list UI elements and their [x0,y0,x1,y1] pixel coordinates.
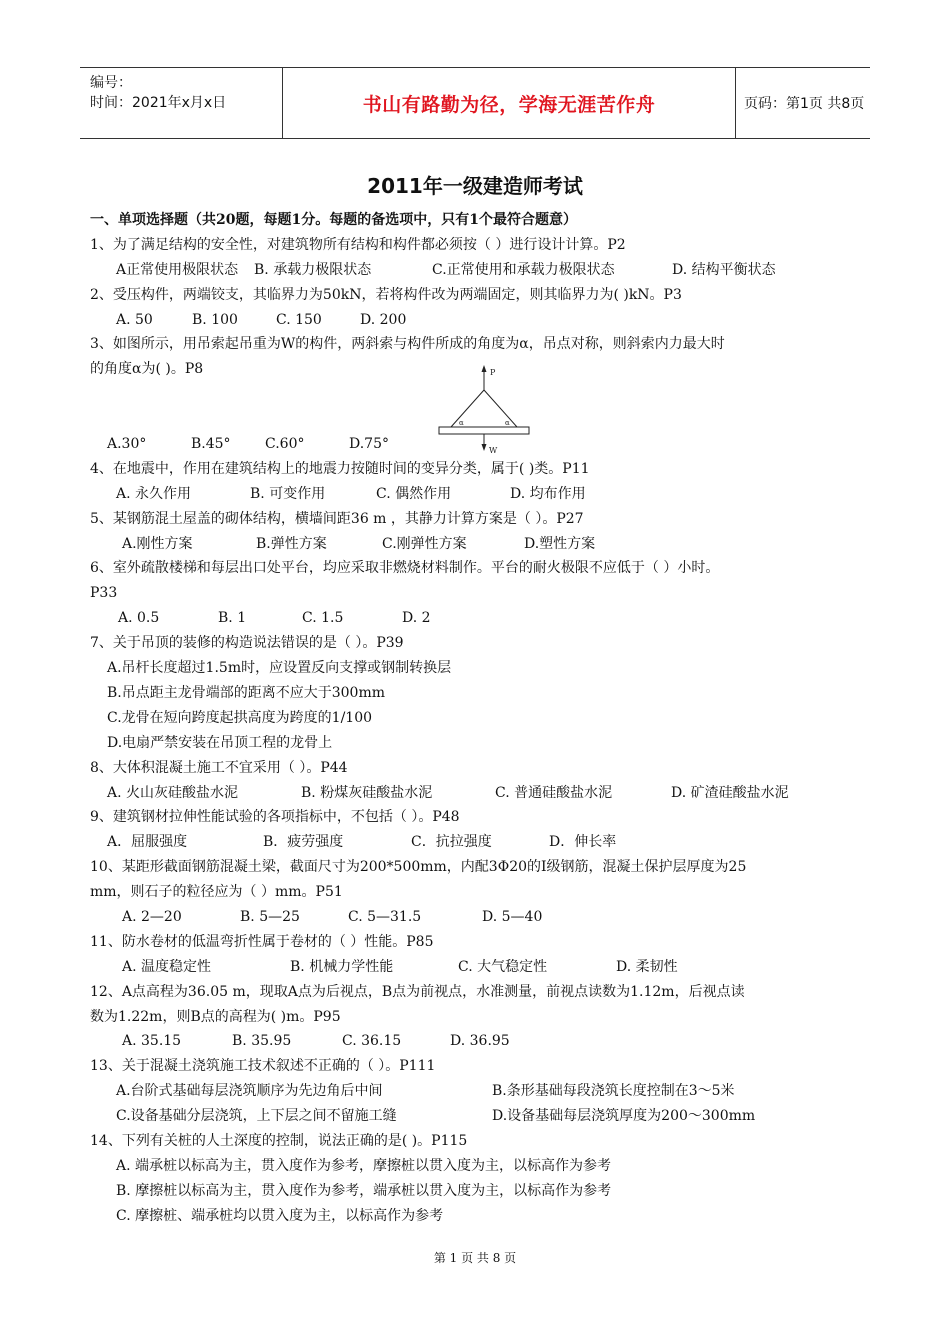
option-c: C．抗拉强度 [411,834,492,851]
question-12-cont: 数为1.22m，则B点的高程为( )m。P95 [90,1008,341,1025]
angle-left: α [459,419,464,427]
option-d: D.塑性方案 [524,535,596,552]
question-11: 11、防水卷材的低温弯折性属于卷材的（ ）性能。P85 [90,933,434,950]
option-a: A.刚性方案 [122,535,193,552]
arrow-head-down [482,444,487,451]
option-b: B．疲劳强度 [263,834,344,851]
option-b: B. 1 [218,610,247,627]
question-10-options [90,905,880,930]
option-a: A. 50 [116,311,153,328]
option-b: B. 机械力学性能 [290,958,394,975]
question-7-option-a: A.吊杆长度超过1.5m时，应设置反向支撑或钢制转换层 [107,660,452,677]
option-b: B.弹性方案 [256,535,327,552]
label-w: W [489,446,498,455]
option-d: D. 200 [360,311,407,328]
option-d: D. 结构平衡状态 [672,261,776,278]
sling-left [451,390,484,427]
option-b: B. 粉煤灰硅酸盐水泥 [301,784,433,801]
option-c: C.正常使用和承载力极限状态 [432,261,615,278]
option-d: D. 柔韧性 [616,958,678,975]
header-meta [80,68,282,138]
option-d: D．伸长率 [549,834,617,851]
option-d: D. 36.95 [450,1033,510,1050]
question-4-options [90,482,880,507]
question-list [90,208,880,1229]
question-13-options-row1 [90,1079,880,1104]
option-c: C.设备基础分层浇筑，上下层之间不留施工缝 [116,1108,397,1125]
option-b: B.45° [191,436,231,453]
option-b: B. 35.95 [232,1033,292,1050]
question-1-options [90,258,880,283]
question-14-option-b: B. 摩擦桩以标高为主，贯入度作为参考，端承桩以贯入度为主，以标高作为参考 [116,1182,612,1199]
question-2-options [90,308,880,333]
page-number-label: 页码：第1页 共8页 [744,96,865,112]
option-a: A. 永久作用 [116,485,192,502]
option-a: A. 0.5 [118,610,160,627]
option-b: B. 5—25 [240,908,300,925]
question-13-options-row2 [90,1104,880,1129]
option-d: D. 矿渣硅酸盐水泥 [671,784,789,801]
option-b: B. 可变作用 [250,485,326,502]
arrow-head-up [482,365,487,372]
option-a: A正常使用极限状态 [116,261,239,278]
option-d: D. 2 [402,610,431,627]
option-a: A. 35.15 [122,1033,182,1050]
page-footer: 第 1 页 共 8 页 [433,1251,517,1265]
question-14-option-c: C. 摩擦桩、端承桩均以贯入度为主，以标高作为参考 [116,1207,444,1224]
question-12: 12、A点高程为36.05 m，现取A点为后视点，B点为前视点，水准测量，前视点读数为1.12m，后视点读 [90,983,745,1000]
question-9-options [90,830,880,855]
option-c: C. 普通硅酸盐水泥 [495,784,613,801]
option-c: C.60° [265,436,305,453]
option-a: A. 2—20 [122,908,182,925]
time-label: 时间：2021年x月x日 [90,95,227,111]
sling-right [484,390,517,427]
option-c: C. 150 [276,311,322,328]
option-a: A.30° [107,436,147,453]
option-a: A. 温度稳定性 [122,958,212,975]
option-d: D. 均布作用 [510,485,586,502]
option-a: A.台阶式基础每层浇筑顺序为先边角后中间 [116,1083,383,1100]
document-title: 2011年一级建造师考试 [367,174,583,198]
question-14-option-a: A. 端承桩以标高为主，贯入度作为参考，摩擦桩以贯入度为主，以标高作为参考 [116,1157,612,1174]
question-7: 7、关于吊顶的装修的构造说法错误的是（ ）。P39 [90,635,404,652]
section-heading: 一、单项选择题（共20题，每题1分。每题的备选项中，只有1个最符合题意） [90,212,577,228]
option-c: C. 36.15 [342,1033,402,1050]
code-label: 编号： [90,75,132,91]
question-6-cont: P33 [90,585,118,602]
question-3: 3、如图所示，用吊索起吊重为W的构件，两斜索与构件所成的角度为α，吊点对称，则斜索内力最大时 [90,336,725,353]
option-b: B. 100 [192,311,238,328]
lifting-diagram [437,365,537,457]
question-5: 5、某钢筋混土屋盖的砌体结构，横墙间距36 m ，其静力计算方案是（ ）。P27 [90,510,584,527]
question-9: 9、建筑钢材拉伸性能试验的各项指标中，不包括（ ）。P48 [90,809,460,826]
question-1: 1、为了满足结构的安全性，对建筑物所有结构和构件都必须按（ ）进行设计计算。P2 [90,236,626,253]
motto: 书山有路勤为径，学海无涯苦作舟 [362,93,656,116]
angle-right: α [505,419,510,427]
label-p: P [490,368,496,377]
option-d: D. 5—40 [482,908,543,925]
question-13: 13、关于混凝土浇筑施工技术叙述不正确的（ ）。P111 [90,1058,436,1075]
header-motto-cell [282,68,736,138]
question-2: 2、受压构件，两端铰支，其临界力为50kN，若将构件改为两端固定，则其临界力为( )kN。P3 [90,286,682,303]
question-7-option-c: C.龙骨在短向跨度起拱高度为跨度的1/100 [107,709,373,726]
question-8-options [90,781,880,806]
question-5-options [90,532,880,557]
question-14: 14、下列有关桩的人土深度的控制，说法正确的是( )。P115 [90,1132,468,1149]
question-10-cont: mm，则石子的粒径应为（ ）mm。P51 [90,884,343,901]
option-b: B. 承载力极限状态 [254,261,372,278]
option-c: C.刚弹性方案 [382,535,467,552]
question-6: 6、室外疏散楼梯和每层出口处平台，均应采取非燃烧材料制作。平台的耐火极限不应低于（ ）小时。 [90,560,720,577]
question-3-cont: 的角度α为( )。P8 [90,361,204,378]
question-11-options [90,955,880,980]
option-b: B.条形基础每段浇筑长度控制在3～5米 [492,1083,735,1100]
question-10: 10、某距形截面钢筋混凝土梁，截面尺寸为200*500mm，内配3Φ20的Ⅰ级钢筋，混凝土保护层厚度为25 [90,859,747,876]
option-d: D.设备基础每层浇筑厚度为200～300mm [492,1108,756,1125]
option-c: C. 5—31.5 [348,908,422,925]
page-header [80,67,870,139]
question-7-option-d: D.电扇严禁安装在吊顶工程的龙骨上 [107,734,333,751]
question-4: 4、在地震中，作用在建筑结构上的地震力按随时间的变异分类，属于( )类。P11 [90,460,590,477]
question-6-options [90,606,880,631]
question-12-options [90,1029,880,1054]
option-a: A. 火山灰硅酸盐水泥 [107,784,239,801]
question-8: 8、大体积混凝土施工不宜采用（ ）。P44 [90,759,348,776]
option-d: D.75° [349,436,389,453]
beam-member [439,427,529,434]
option-c: C. 偶然作用 [376,485,452,502]
option-c: C. 1.5 [302,610,344,627]
option-c: C. 大气稳定性 [458,958,548,975]
option-a: A．屈服强度 [107,834,188,851]
question-7-option-b: B.吊点距主龙骨端部的距离不应大于300mm [107,684,386,701]
